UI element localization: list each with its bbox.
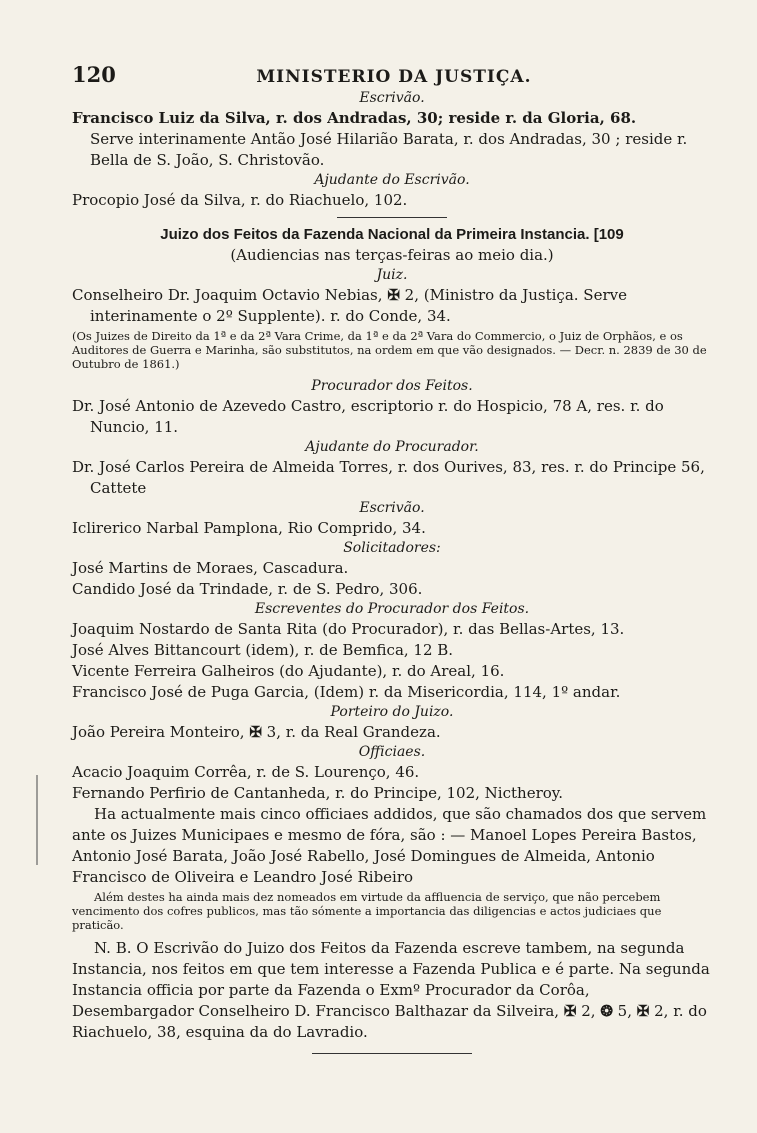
porteiro-line: João Pereira Monteiro, ✠ 3, r. da Real Grandeza. [72, 723, 441, 741]
escrivao-heading: Escrivão. [359, 90, 425, 106]
running-title: MINISTERIO DA JUSTIÇA. [256, 67, 532, 87]
section-title: Juizo dos Feitos da Fazenda Nacional da Primeira Instancia. [109 [160, 226, 624, 243]
ajudante-procurador-line: Dr. José Carlos Pereira de Almeida Torres, r. dos Ourives, 83, res. r. do Principe 56, Cattete [72, 458, 705, 497]
list-item: José Martins de Moraes, Cascadura. [72, 559, 349, 577]
ajudante-procurador-heading: Ajudante do Procurador. [305, 439, 479, 455]
juizes-note: (Os Juizes de Direito da 1ª e da 2ª Vara Crime, da 1ª e da 2ª Vara do Commercio, o Juiz de Orphãos, e os Auditores de Guerra e Marinha, são substitutos, na ordem em que vão designados. — Decr. n. 2839 de 30 de Outubro de 1861.) [72, 329, 707, 371]
escrivao-interino: Serve interinamente Antão José Hilarião Barata, r. dos Andradas, 30 ; reside r. Bella de S. João, S. Christovão. [90, 130, 688, 169]
medal-icon: ❂ [600, 1002, 613, 1020]
audiencias-line: (Audiencias nas terças-feiras ao meio dia.) [230, 246, 554, 264]
list-item: Candido José da Trindade, r. de S. Pedro, 306. [72, 580, 423, 598]
porteiro-heading: Porteiro do Juizo. [330, 704, 454, 720]
juiz-line: Conselheiro Dr. Joaquim Octavio Nebias, ✠ 2, (Ministro da Justiça. Serve interinamente o 2º Supplente). r. do Conde, 34. [72, 286, 627, 325]
list-item: Francisco José de Puga Garcia, (Idem) r. da Misericordia, 114, 1º andar. [72, 683, 621, 701]
list-item: Acacio Joaquim Corrêa, r. de S. Lourenço, 46. [72, 763, 420, 781]
escrivao-line: Francisco Luiz da Silva, r. dos Andradas, 30; reside r. da Gloria, 68. [72, 109, 637, 127]
list-item: Vicente Ferreira Galheiros (do Ajudante), r. do Areal, 16. [72, 662, 505, 680]
margin-scan-mark [0, 775, 38, 865]
alem-note: Além destes ha ainda mais dez nomeados em virtude da affluencia de serviço, que não percebem vencimento dos cofres publicos, mas tão sómente a importancia das diligencias e actos judiciaes que praticão. [72, 890, 662, 932]
cross-icon: ✠ [563, 1002, 577, 1020]
page-number: 120 [72, 62, 116, 87]
juiz-heading: Juiz. [376, 267, 408, 283]
addidos-paragraph: Ha actualmente mais cinco officiaes addidos, que são chamados dos que servem ante os Juizes Municipaes e mesmo de fóra, são : — Manoel Lopes Pereira Bastos, Antonio José Barata, João José Rabello, José Domingues de Almeida, Antonio Francisco de Oliveira e Leandro José Ribeiro [72, 805, 707, 886]
escrivao-section-line: Iclirerico Narbal Pamplona, Rio Comprido, 34. [72, 519, 426, 537]
section-divider [337, 217, 447, 218]
procurador-heading: Procurador dos Feitos. [311, 378, 473, 394]
list-item: Joaquim Nostardo de Santa Rita (do Procurador), r. das Bellas-Artes, 13. [72, 620, 625, 638]
solicitadores-heading: Solicitadores: [343, 540, 441, 556]
cross-icon: ✠ [387, 286, 400, 304]
document-page [72, 62, 712, 1054]
list-item: José Alves Bittancourt (idem), r. de Bemfica, 12 B. [72, 641, 454, 659]
procurador-line: Dr. José Antonio de Azevedo Castro, escriptorio r. do Hospicio, 78 A, res. r. do Nuncio, 11. [72, 397, 664, 436]
ajudante-escrivao-line: Procopio José da Silva, r. do Riachuelo, 102. [72, 191, 408, 209]
cross-icon: ✠ [636, 1002, 650, 1020]
escrivao-section-heading: Escrivão. [359, 500, 425, 516]
ajudante-escrivao-heading: Ajudante do Escrivão. [314, 172, 470, 188]
officiaes-heading: Officiaes. [358, 744, 426, 760]
escreventes-heading: Escreventes do Procurador dos Feitos. [254, 601, 530, 617]
end-divider [312, 1053, 472, 1054]
page-header [72, 62, 712, 87]
cross-icon: ✠ [249, 723, 262, 741]
nb-paragraph: N. B. O Escrivão do Juizo dos Feitos da Fazenda escreve tambem, na segunda Instancia, nos feitos em que tem interesse a Fazenda Publica e é parte. Na segunda Instancia officia por parte da Fazenda o Exmº Procurador da Corôa, Desembargador Conselheiro D. Francisco Balthazar da Silveira, ✠ 2, ❂ 5, ✠ 2, r. do Riachuelo, 38, esquina da do Lavradio. [72, 939, 710, 1041]
list-item: Fernando Perfirio de Cantanheda, r. do Principe, 102, Nictheroy. [72, 784, 564, 802]
